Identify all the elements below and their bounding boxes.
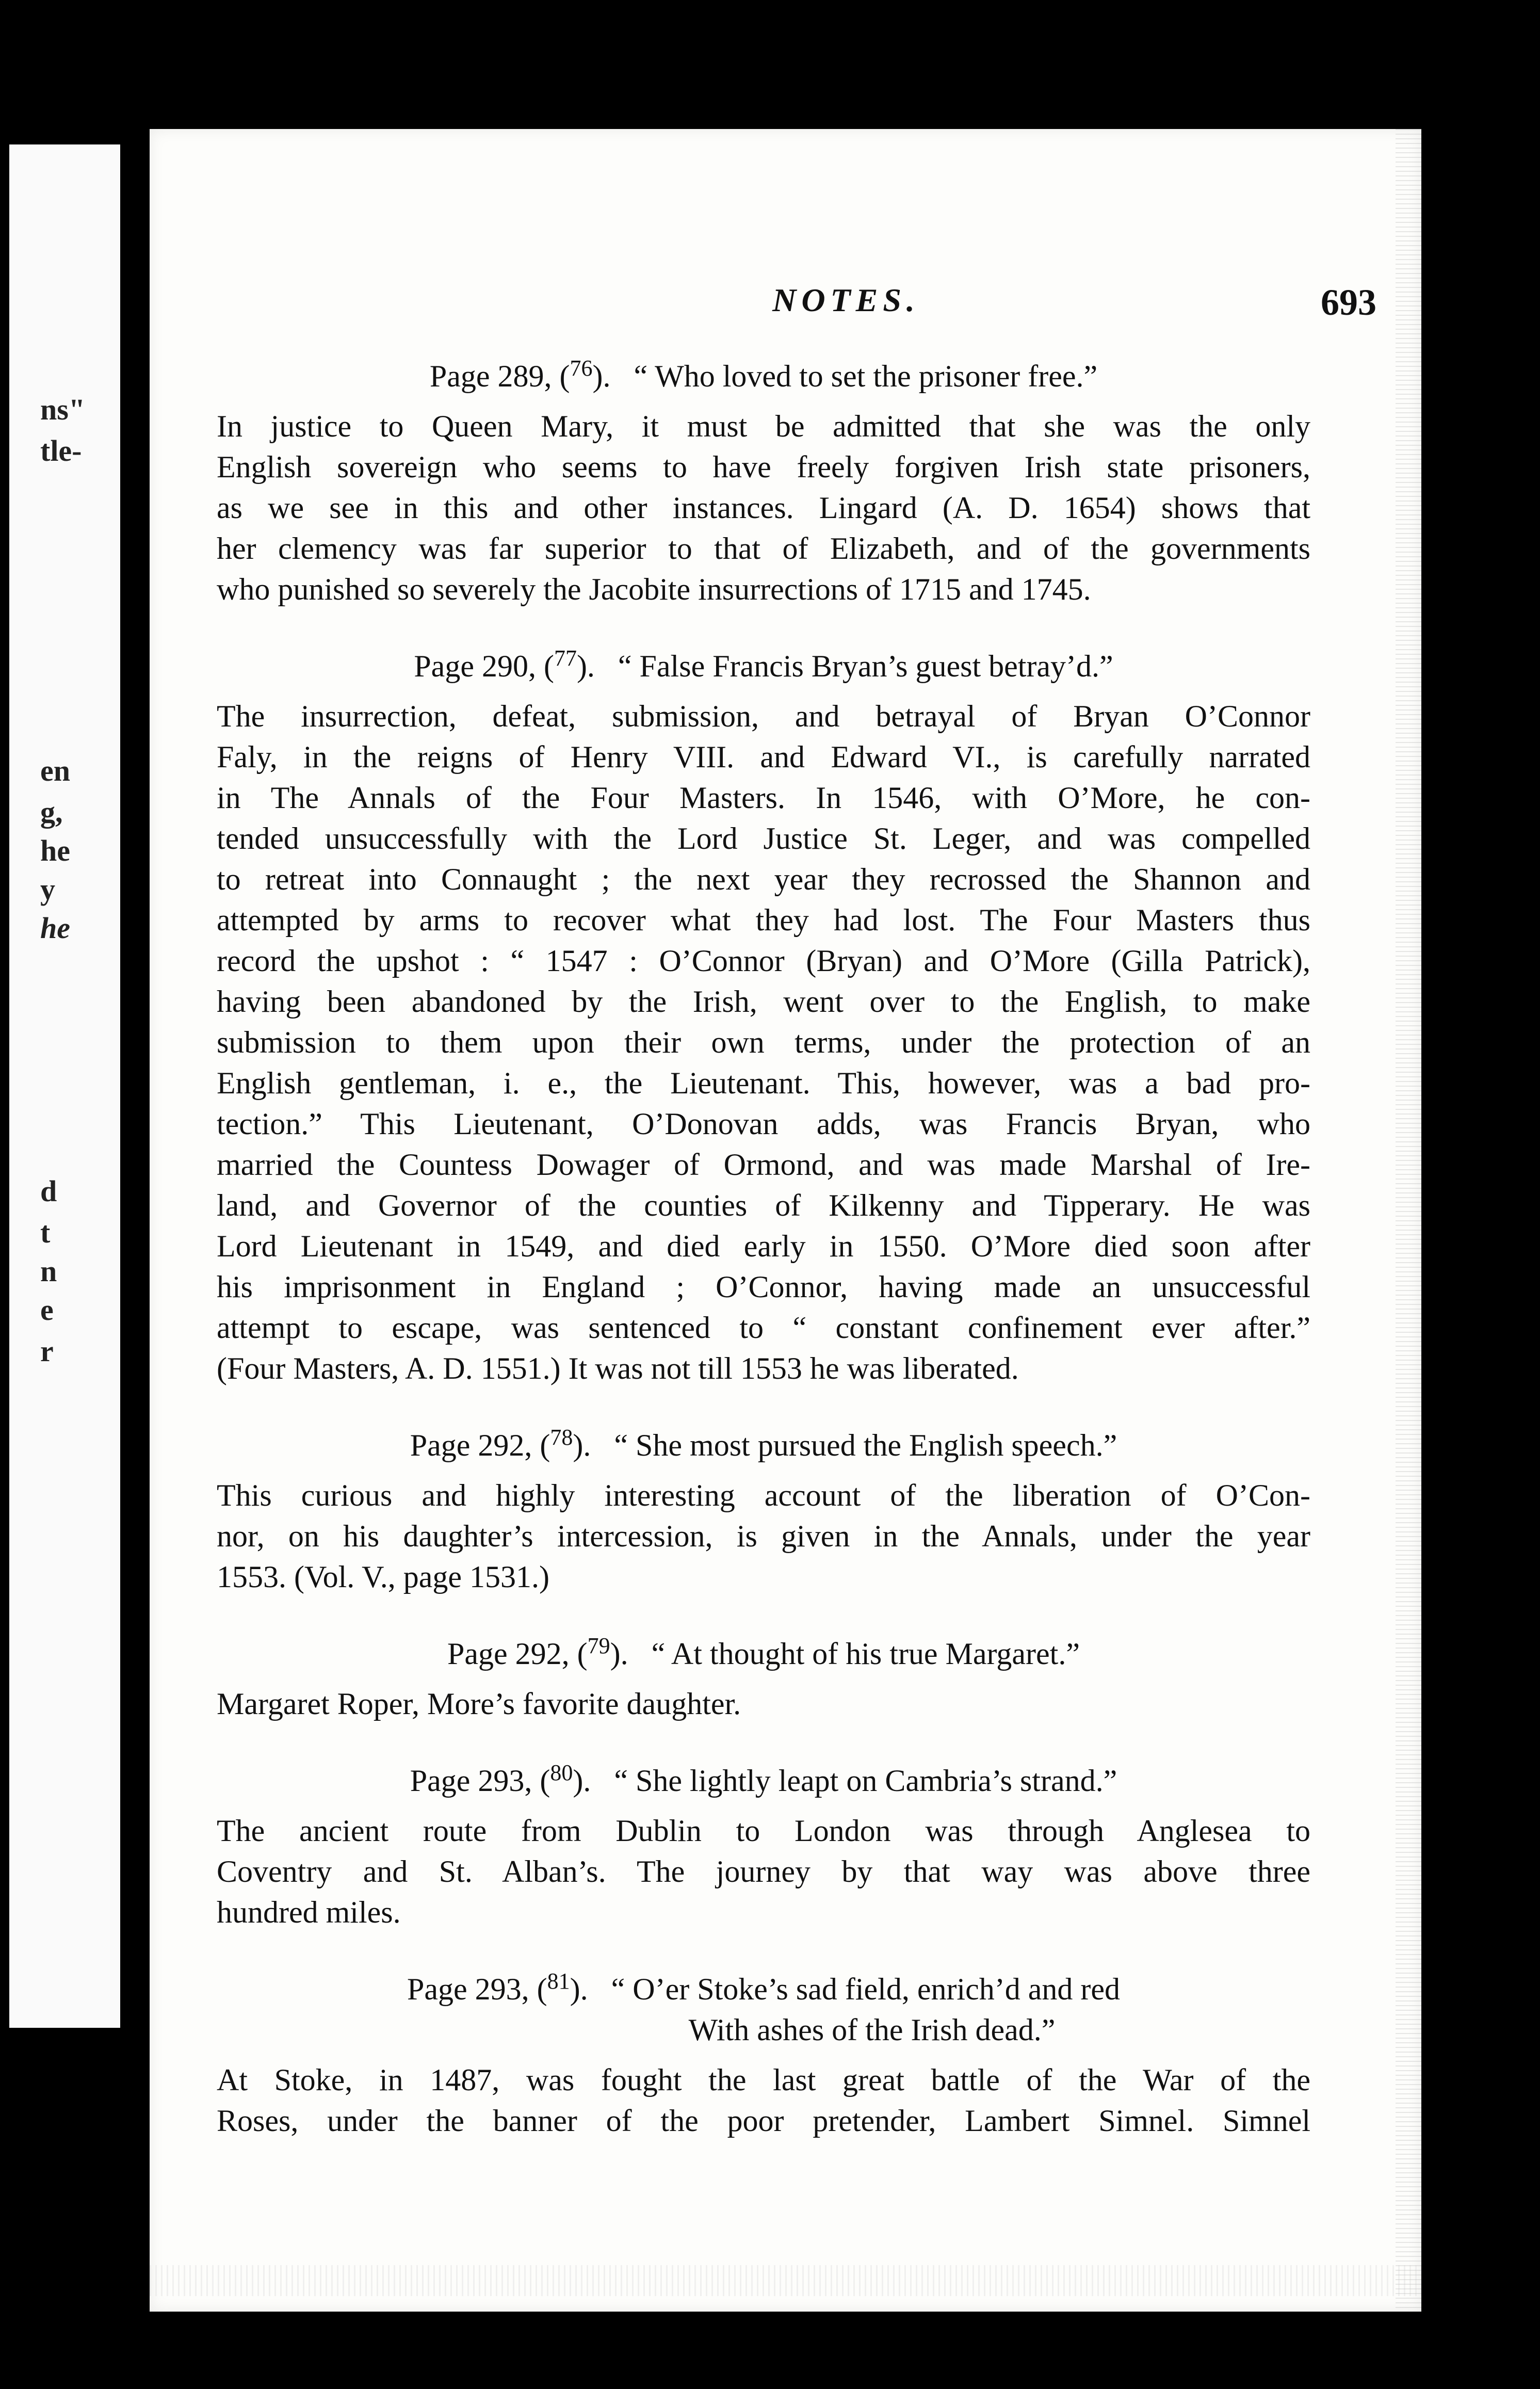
note-reference-number: 76 bbox=[570, 356, 593, 381]
caption-quote: “ Who loved to set the prisoner free.” bbox=[634, 359, 1098, 393]
caption-quote: “ False Francis Bryan’s guest betray’d.” bbox=[618, 649, 1113, 683]
text-line: Roses, under the banner of the poor pretender, Lambert Simnel. Simnel bbox=[217, 2104, 1310, 2138]
text-line: Lord Lieutenant in 1549, and died early in 1550. O’More died soon after bbox=[217, 1229, 1310, 1263]
text-line: record the upshot : “ 1547 : O’Connor (Bryan) and O’More (Gilla Patrick), bbox=[217, 944, 1310, 978]
note-reference-number: 80 bbox=[550, 1760, 573, 1785]
margin-fragment: e bbox=[40, 1293, 54, 1327]
caption-page: Page 293, ( bbox=[410, 1764, 550, 1798]
note-reference-number: 79 bbox=[587, 1633, 610, 1658]
note-paragraph bbox=[217, 1475, 1310, 1597]
note-entry bbox=[217, 1761, 1310, 1933]
note-caption bbox=[217, 1969, 1310, 2051]
text-line: her clemency was far superior to that of Elizabeth, and of the governments bbox=[217, 531, 1310, 566]
caption-quote-continued: With ashes of the Irish dead.” bbox=[688, 2013, 1056, 2047]
margin-fragment: n bbox=[40, 1254, 57, 1288]
text-line: Coventry and St. Alban’s. The journey by that way was above three bbox=[217, 1854, 1310, 1888]
page-number: 693 bbox=[1321, 282, 1376, 323]
text-line: English gentleman, i. e., the Lieutenant. This, however, was a bad pro- bbox=[217, 1066, 1310, 1100]
text-line: This curious and highly interesting account of the liberation of O’Con- bbox=[217, 1478, 1310, 1512]
note-paragraph bbox=[217, 406, 1310, 610]
text-line: Faly, in the reigns of Henry VIII. and Edward VI., is carefully narrated bbox=[217, 740, 1310, 774]
text-line: married the Countess Dowager of Ormond, and was made Marshal of Ire- bbox=[217, 1148, 1310, 1182]
adjacent-page-strip bbox=[9, 144, 120, 2028]
text-line: In justice to Queen Mary, it must be admitted that she was the only bbox=[217, 409, 1310, 443]
caption-page: Page 292, ( bbox=[447, 1637, 588, 1671]
text-line: land, and Governor of the counties of Kilkenny and Tipperary. He was bbox=[217, 1188, 1310, 1222]
margin-fragment: he bbox=[40, 911, 70, 945]
margin-fragment: d bbox=[40, 1174, 57, 1208]
caption-page: Page 289, ( bbox=[429, 359, 570, 393]
text-line: submission to them upon their own terms, under the protection of an bbox=[217, 1025, 1310, 1059]
caption-page: Page 292, ( bbox=[410, 1428, 550, 1462]
running-title: NOTES. bbox=[772, 282, 920, 318]
note-paragraph bbox=[217, 1684, 1310, 1724]
text-line: tended unsuccessfully with the Lord Justice St. Leger, and was compelled bbox=[217, 821, 1310, 855]
note-paragraph bbox=[217, 696, 1310, 1389]
text-line: attempted by arms to recover what they had lost. The Four Masters thus bbox=[217, 903, 1310, 937]
note-entry bbox=[217, 1634, 1310, 1724]
text-line: having been abandoned by the Irish, went over to the English, to make bbox=[217, 984, 1310, 1019]
caption-close: ). bbox=[576, 649, 595, 683]
margin-fragment: ns" bbox=[40, 393, 86, 426]
caption-quote: “ She most pursued the English speech.” bbox=[614, 1428, 1117, 1462]
margin-fragment: y bbox=[40, 873, 55, 906]
note-entry bbox=[217, 646, 1310, 1389]
text-line: The ancient route from Dublin to London was through Anglesea to bbox=[217, 1814, 1310, 1848]
caption-close: ). bbox=[592, 359, 611, 393]
note-caption bbox=[217, 1761, 1310, 1801]
margin-fragment: en bbox=[40, 754, 70, 787]
note-reference-number: 77 bbox=[554, 645, 577, 671]
text-line: hundred miles. bbox=[217, 1895, 401, 1929]
notes-body bbox=[217, 356, 1310, 2177]
note-caption bbox=[217, 1634, 1310, 1674]
text-line: in The Annals of the Four Masters. In 1546, with O’More, he con- bbox=[217, 781, 1310, 815]
caption-quote: “ She lightly leapt on Cambria’s strand.” bbox=[614, 1764, 1117, 1798]
caption-close: ). bbox=[573, 1764, 591, 1798]
text-line: tection.” This Lieutenant, O’Donovan adds, was Francis Bryan, who bbox=[217, 1107, 1310, 1141]
text-line: Margaret Roper, More’s favorite daughter. bbox=[217, 1687, 741, 1721]
note-caption bbox=[217, 356, 1310, 397]
text-line: (Four Masters, A. D. 1551.) It was not till 1553 he was liberated. bbox=[217, 1351, 1019, 1385]
caption-close: ). bbox=[570, 1972, 588, 2006]
caption-close: ). bbox=[610, 1637, 628, 1671]
margin-fragment: g, bbox=[40, 795, 63, 829]
book-page bbox=[150, 129, 1421, 2312]
text-line: The insurrection, defeat, submission, and betrayal of Bryan O’Connor bbox=[217, 699, 1310, 733]
margin-fragment: t bbox=[40, 1216, 51, 1249]
note-entry bbox=[217, 1425, 1310, 1597]
note-paragraph bbox=[217, 2060, 1310, 2141]
margin-fragment: he bbox=[40, 834, 70, 867]
caption-page: Page 293, ( bbox=[407, 1972, 547, 2006]
page-edge bbox=[1396, 129, 1421, 2312]
text-line: English sovereign who seems to have freely forgiven Irish state prisoners, bbox=[217, 450, 1310, 484]
text-line: At Stoke, in 1487, was fought the last great battle of the War of the bbox=[217, 2063, 1310, 2097]
caption-page: Page 290, ( bbox=[414, 649, 554, 683]
note-paragraph bbox=[217, 1811, 1310, 1933]
note-reference-number: 81 bbox=[547, 1968, 570, 1994]
note-caption bbox=[217, 1425, 1310, 1466]
note-reference-number: 78 bbox=[550, 1425, 573, 1450]
note-entry bbox=[217, 1969, 1310, 2141]
note-caption bbox=[217, 646, 1310, 687]
text-line: who punished so severely the Jacobite insurrections of 1715 and 1745. bbox=[217, 572, 1091, 606]
text-line: attempt to escape, was sentenced to “ constant confinement ever after.” bbox=[217, 1311, 1310, 1345]
caption-quote: “ O’er Stoke’s sad field, enrich’d and red bbox=[611, 1972, 1120, 2006]
text-line: his imprisonment in England ; O’Connor, having made an unsuccessful bbox=[217, 1270, 1310, 1304]
scan-noise bbox=[150, 2265, 1421, 2296]
text-line: 1553. (Vol. V., page 1531.) bbox=[217, 1560, 549, 1594]
margin-fragment: r bbox=[40, 1334, 54, 1368]
margin-fragment: tle- bbox=[40, 434, 82, 467]
text-line: nor, on his daughter’s intercession, is given in the Annals, under the year bbox=[217, 1519, 1310, 1553]
caption-quote: “ At thought of his true Margaret.” bbox=[651, 1637, 1080, 1671]
text-line: as we see in this and other instances. Lingard (A. D. 1654) shows that bbox=[217, 491, 1310, 525]
note-entry bbox=[217, 356, 1310, 610]
caption-close: ). bbox=[573, 1428, 591, 1462]
text-line: to retreat into Connaught ; the next year they recrossed the Shannon and bbox=[217, 862, 1310, 896]
